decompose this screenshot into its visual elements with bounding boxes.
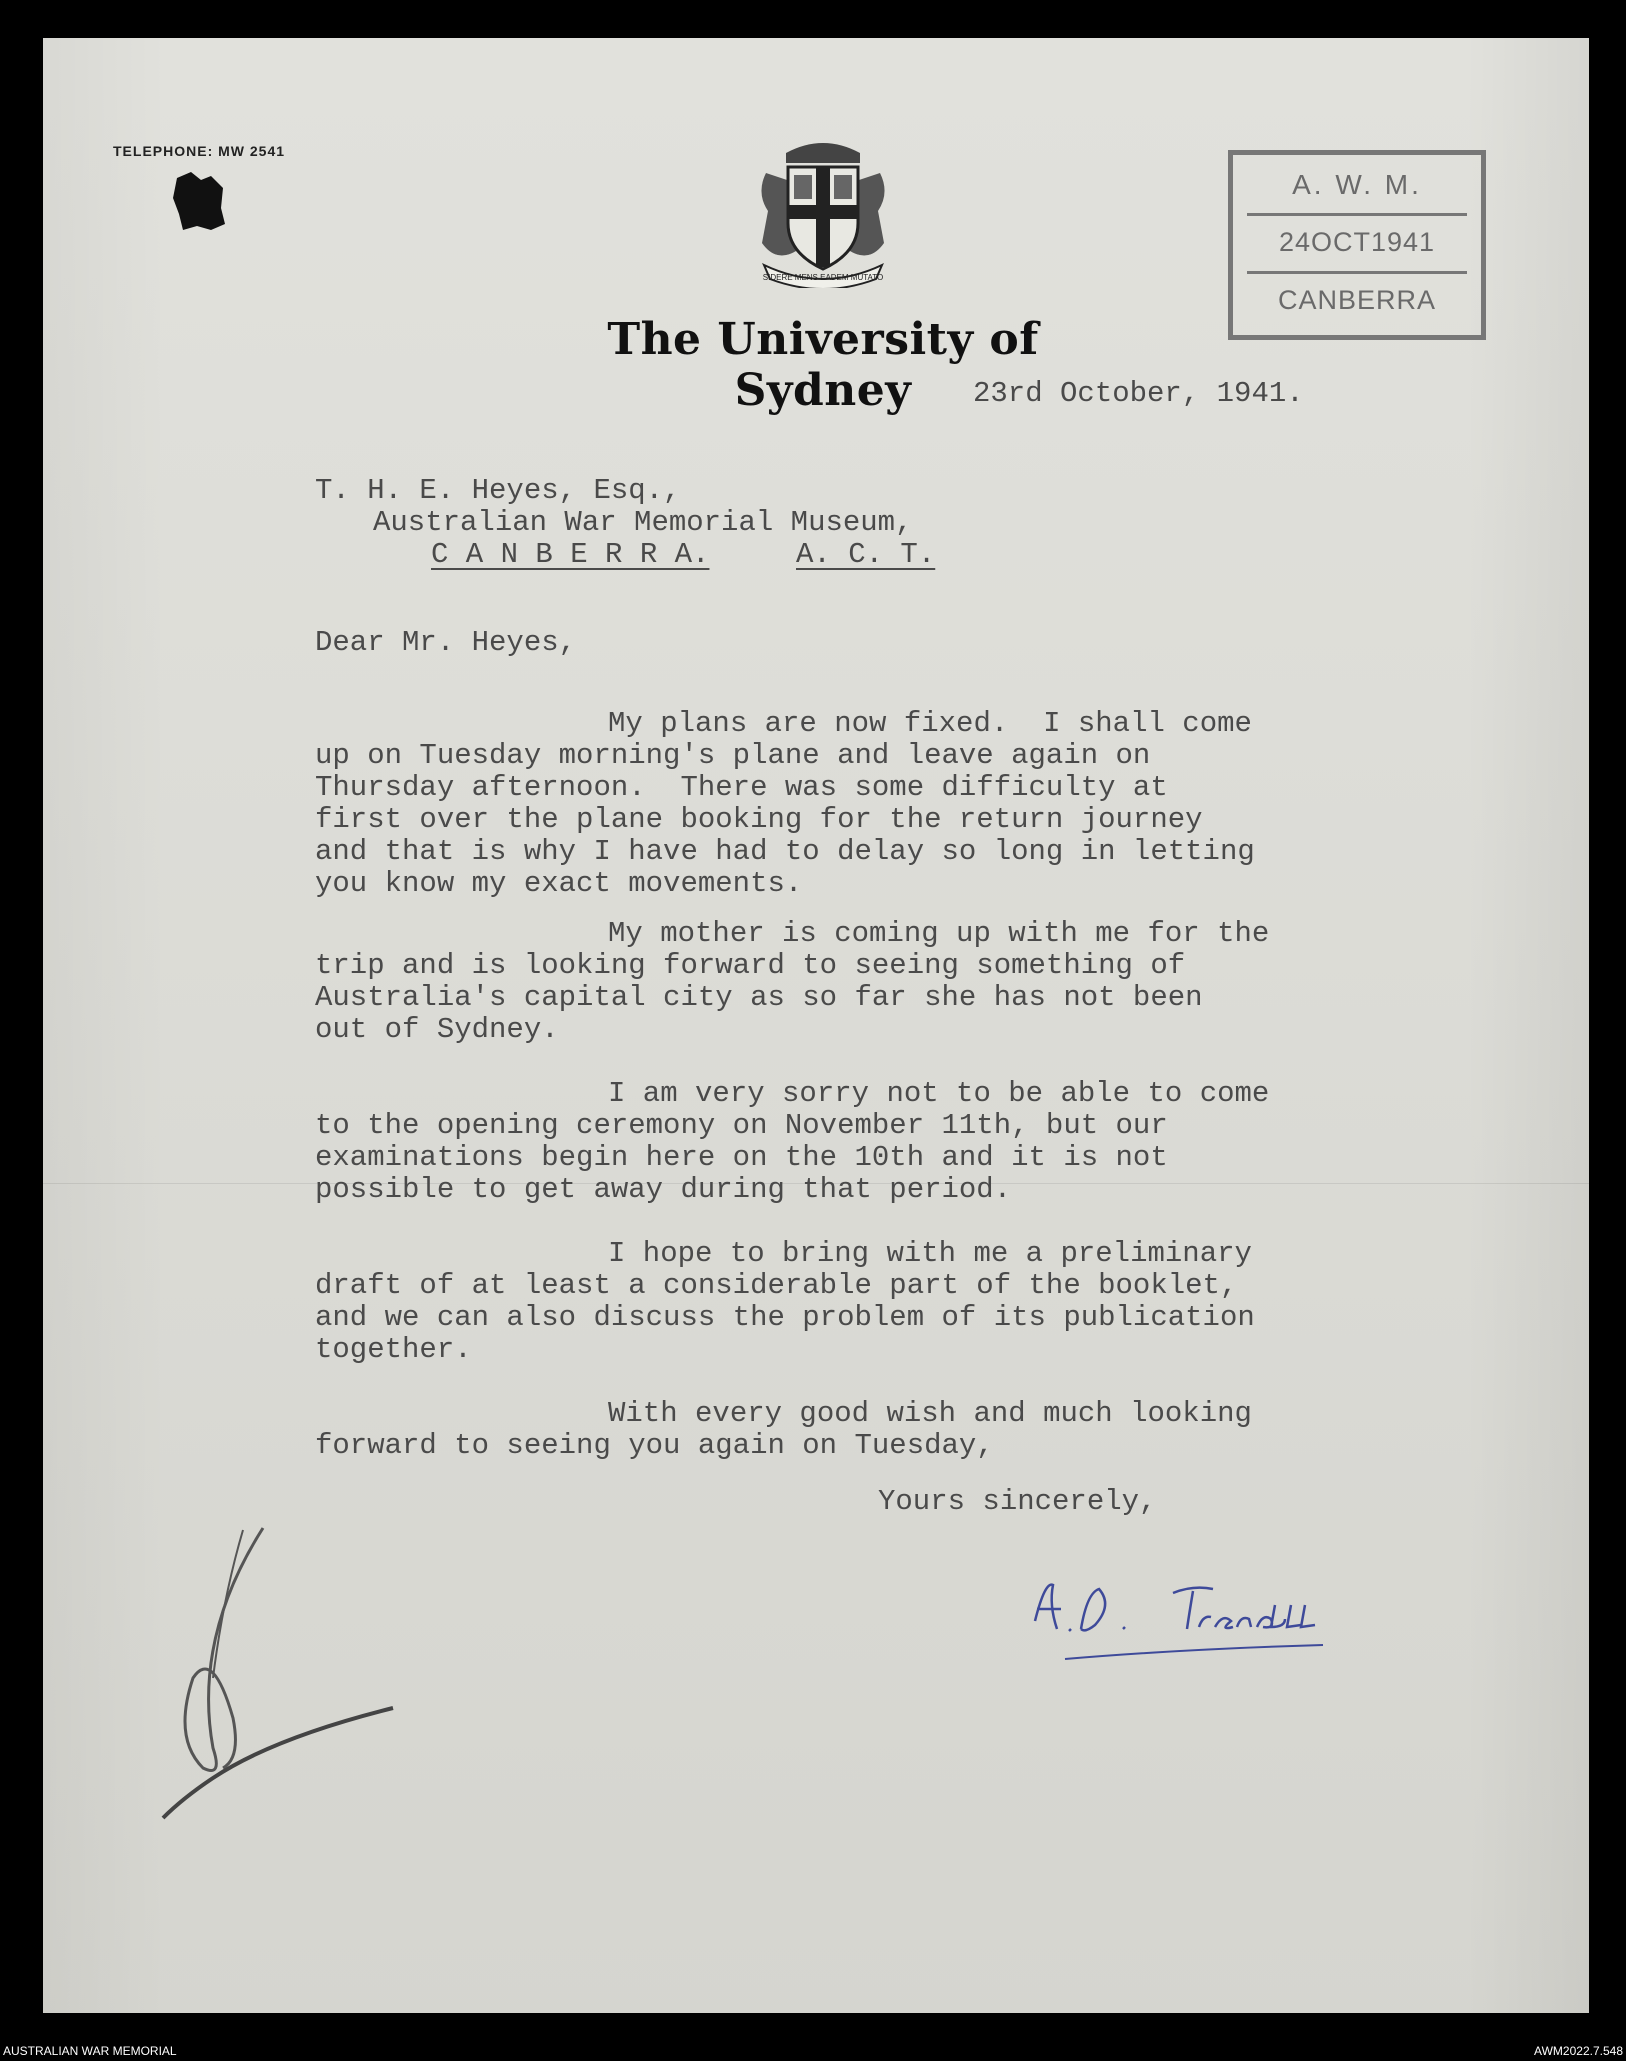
stamp-line-1: A. W. M. <box>1292 169 1422 200</box>
initial-pencil-mark-icon <box>153 1518 413 1838</box>
body-line: and that is why I have had to delay so long in letting <box>315 835 1255 868</box>
footer-source: AUSTRALIAN WAR MEMORIAL <box>3 2044 177 2058</box>
letter-page <box>43 38 1589 2013</box>
body-line: you know my exact movements. <box>315 867 803 900</box>
stamp-place: CANBERRA <box>1277 285 1437 315</box>
signature-scribble-icon <box>1023 1575 1353 1665</box>
body-line: and we can also discuss the problem of its publication <box>315 1301 1255 1334</box>
stamp-divider <box>1247 213 1467 216</box>
body-line: Thursday afternoon. There was some difficulty at <box>315 771 1168 804</box>
stamp-date: 24OCT1941 <box>1278 227 1436 257</box>
body-line: examinations begin here on the 10th and it is not <box>315 1141 1168 1174</box>
salutation: Dear Mr. Heyes, <box>315 626 577 659</box>
body-line: draft of at least a considerable part of the booklet, <box>315 1269 1238 1302</box>
body-line: My plans are now fixed. I shall come <box>608 707 1252 740</box>
telephone-number: TELEPHONE: MW 2541 <box>113 143 286 159</box>
torn-hole <box>171 168 227 234</box>
received-stamp <box>1228 150 1486 340</box>
body-line: trip and is looking forward to seeing something of <box>315 949 1186 982</box>
body-line: up on Tuesday morning's plane and leave again on <box>315 739 1151 772</box>
body-line: I am very sorry not to be able to come <box>608 1077 1270 1110</box>
addressee-name: T. H. E. Heyes, Esq., <box>315 474 681 507</box>
addressee-city: C A N B E R R A. <box>431 538 710 571</box>
body-line: together. <box>315 1333 472 1366</box>
body-line: I hope to bring with me a preliminary <box>608 1237 1252 1270</box>
letter-date: 23rd October, 1941. <box>973 377 1304 410</box>
body-line: With every good wish and much looking <box>608 1397 1252 1430</box>
footer-id: AWM2022.7.548 <box>1534 2044 1623 2058</box>
body-line: to the opening ceremony on November 11th, but our <box>315 1109 1168 1142</box>
university-name: The University of Sydney <box>607 314 1039 416</box>
body-line: out of Sydney. <box>315 1013 559 1046</box>
signature <box>1023 1575 1353 1674</box>
body-line: My mother is coming up with me for the <box>608 917 1270 950</box>
addressee-org: Australian War Memorial Museum, <box>373 506 913 539</box>
addressee-state: A. C. T. <box>796 538 936 571</box>
body-line: possible to get away during that period. <box>315 1173 1012 1206</box>
body-line: forward to seeing you again on Tuesday, <box>315 1429 994 1462</box>
stamp-divider <box>1247 271 1467 274</box>
closing: Yours sincerely, <box>878 1485 1157 1518</box>
body-line: Australia's capital city as so far she has not been <box>315 981 1203 1014</box>
university-crest-icon <box>756 133 890 288</box>
body-line: first over the plane booking for the return journey <box>315 803 1203 836</box>
crest-motto: SIDERE MENS EADEM MUTATO <box>762 273 884 282</box>
